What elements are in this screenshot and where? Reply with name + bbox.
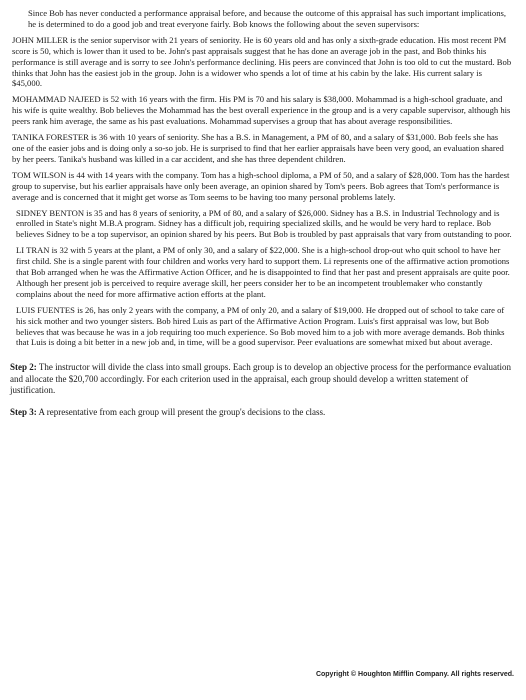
employee-paragraph-john-miller: JOHN MILLER is the senior supervisor with 21 years of seniority. He is 60 years old and has only a sixth-grade education. His most recent PM score is 50, which is lower than it used to be. John's past appraisals suggest that he has done an average job in the past, and Bob thinks his performance is still average and is sorry to see John's performance declining. His peers are convinced that John is too old to cut the mustard. Bob thinks that John has the easiest job in the group. John is a widower who spends a lot of time at his cabin by the lake. His current salary is $45,000. <box>12 34 512 89</box>
employee-paragraph-tanika-forester: TANIKA FORESTER is 36 with 10 years of seniority. She has a B.S. in Management, a PM of 80, and a salary of $31,000. Bob feels she has one of the easier jobs and is doing only a so-so job. He is surprised to find that her earlier appraisals have been very good, an evaluation shared by her peers. Tanika's husband was killed in a car accident, and she has three dependent children. <box>12 132 504 164</box>
steps-section <box>10 362 512 418</box>
step-2-text: The instructor will divide the class into small groups. Each group is to develop an objective process for the performance evaluation and allocate the $20,700 accordingly. For each criterion used in the appraisal, each group should develop a written statement of justification. <box>10 362 511 396</box>
copyright-notice: Copyright © Houghton Mifflin Company. All rights reserved. <box>315 671 514 679</box>
step-3-text: A representative from each group will present the group's decisions to the class. <box>38 406 326 417</box>
employee-paragraph-sidney-benton: SIDNEY BENTON is 35 and has 8 years of seniority, a PM of 80, and a salary of $26,000. Sidney has a B.S. in Industrial Technology and is enrolled in State's night M.B.A program. Sidney has a difficult job, requiring specialized skills, and he would be very hard to replace. Bob believes Sidney to be a top supervisor, an opinion shared by his peers. But Bob is troubled by past appraisals that vary from outstanding to poor. <box>16 207 512 240</box>
step-3-label: Step 3: <box>10 406 37 417</box>
step-2-label: Step 2: <box>10 362 37 373</box>
employee-paragraph-tom-wilson: TOM WILSON is 44 with 14 years with the company. Tom has a high-school diploma, a PM of 50, and a salary of $28,000. Tom has the hardest group to supervise, but his earlier appraisals have only been average, an opinion shared by Tom's peers. Bob agrees that Tom's performance is average and is concerned that it might get worse as Tom seems to be having too many personal problems lately. <box>12 169 510 202</box>
intro-paragraph: Since Bob has never conducted a performance appraisal before, and because the outcome of this appraisal has such important implications, he is determined to do a good job and treat everyone fairly. Bob knows the following about the seven supervisors: <box>28 8 506 29</box>
employee-paragraph-mohammad-najeed: MOHAMMAD NAJEED is 52 with 16 years with the firm. His PM is 70 and his salary is $38,000. Mohammad is a high-school graduate, and his wife is quite wealthy. Bob believes the Mohammad has the best overall experience in the group and is a very capable supervisor, although his peers rank him average, the same as his past evaluations. Mohammad supervises a group that has about average responsibilities. <box>12 94 511 127</box>
step-3-paragraph <box>10 407 512 418</box>
employee-paragraph-li-tran: LI TRAN is 32 with 5 years at the plant, a PM of only 30, and a salary of $22,000. She is a high-school drop-out who quit school to have her first child. She is a single parent with four children and works very hard to support them. Li represents one of the affirmative action promotions that Bob arranged when he was the Affirmative Action Officer, and he is disappointed to find that her past and present appraisals are quite poor. Although her present job is perceived to require average skill, her peers consider her to be an incompetent troublemaker who constantly complains about the need for more affirmative action efforts at the plant. <box>16 245 510 299</box>
step-2-paragraph <box>10 362 512 396</box>
employee-paragraph-luis-fuentes: LUIS FUENTES is 26, has only 2 years with the company, a PM of only 20, and a salary of $19,000. He dropped out of school to take care of his sick mother and two younger sisters. Bob hired Luis as part of the Affirmative Action Program. Luis's first appraisal was low, but Bob believes that was because he was in a job requiring too much experience. So Bob moved him to a job with more average demands. Bob thinks that Luis is doing a bit better in a new job and, in time, will be a good supervisor. Peer evaluations are somewhat mixed but about average. <box>16 304 505 348</box>
